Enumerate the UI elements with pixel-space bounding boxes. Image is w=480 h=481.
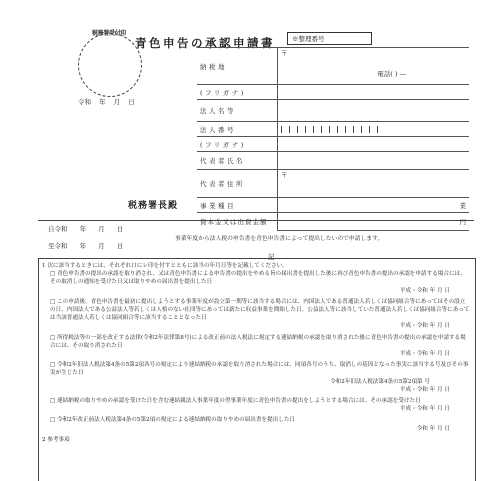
corp-number-field[interactable] [278,122,470,137]
item1-a[interactable]: □ 青色申告書の提出の承認を取り消され、又は青色申告書による申告書の提出をやめる旨の届出書を提出した後に再び青色申告書の提出の承認を申請する場合には、その取消しの通知を受けた日又は取りやめの届出書を提出した日 [50,271,466,286]
field-label: (フリガナ) [197,85,278,100]
item1-head: 1 次に該当するときには、それぞれ口にレ印を付すとともに該当の年月日等を記載してください。 [42,263,288,269]
tax-address-field[interactable] [278,48,470,85]
item1-d-sub[interactable]: 令和2年旧法人税法第4条の5第2項第 号 [330,378,430,385]
item1-d[interactable]: □ 令和2年旧法人税法第4条の5第2項各号の規定により連結納税の承認を取り消された場合には、同項各号のうち、取消しの基因となった事実に該当する号及びその事実が生じた日 [50,362,469,377]
receipt-stamp-circle [78,33,142,97]
postal-mark: 〒 [281,49,288,57]
item1-d-date[interactable]: 平成・令和 年 月 日 [399,386,450,393]
field-label: 代表者氏名 [197,152,278,170]
item1-f[interactable]: □ 令和2年改正前法人税法第4条の5第2項の規定による連結納税の取りやめの届出書を提出した日 [50,417,296,424]
rep-furigana-field[interactable] [278,137,470,152]
furigana-field[interactable] [278,85,470,100]
item1-b[interactable]: □ この申請後、青色申告書を最初に提出しようとする事業年度が設立第一期等に該当する場合には、内国法人である普通法人若しくは協同組合等にあってはその設立の日、内国法人である公益法人等若しくは人格のない社団等にあっては新たに収益事業を開始した日、公益法人等に該当していた普通法人若しくは協同組合等にあっては当該普通法人若しくは協同組合等に該当することとなった日 [50,298,470,322]
period-text: 事業年度から法人税の申告書を青色申告書によって提出したいので申請します。 [175,236,384,242]
business-type-field[interactable]: 業 [278,198,470,213]
field-label: 法人番号 [197,122,278,137]
field-label: 納税地 [197,48,278,85]
period-to[interactable]: 至令和 年 月 日 [48,242,124,250]
page-title: 青色申告の承認申請書 [135,36,275,50]
phone-text: 電話( ) ― [377,70,406,78]
item2-head: 2 参考事項 [42,436,70,443]
rep-name-field[interactable] [278,152,470,170]
addressee: 税務署長殿 [128,201,179,211]
rep-address-field[interactable]: 〒 [278,170,470,198]
item1-a-date[interactable]: 平成・令和 年 月 日 [399,287,450,294]
item1-e[interactable]: □ 連結納税の取りやめの承認を受けた日を含む連結親法人事業年度の翌事業年度に青色申告書の提出をしようとする場合には、その承認を受けた日 [50,398,421,405]
ki-mark: 記 [268,253,275,261]
period-from[interactable]: 自令和 年 月 日 [48,225,124,233]
details-body [42,262,470,444]
capital-field[interactable]: 円 [278,213,470,231]
item1-c[interactable]: □ 所得税法等の一部を改正する法律(令和2年法律第8号)による改正前の法人税法に規定する連結納税の承認を取り消された後に青色申告書の提出の承認を申請する場合には、その取り消された日 [50,334,466,349]
application-date[interactable]: 令和 年 月 日 [78,98,135,106]
field-label: 代表者住所 [197,170,278,198]
item1-b-date[interactable]: 平成・令和 年 月 日 [399,323,450,330]
field-label: (フリガナ) [197,137,278,152]
corp-name-field[interactable] [278,100,470,122]
field-label: 資本金又は出資金額 [197,213,278,231]
applicant-info-table [197,47,469,231]
stamp-label: 税務署受付印 [91,30,127,37]
item1-f-date[interactable]: 令和 年 月 日 [416,425,450,432]
field-label: 事業種目 [197,198,278,213]
item1-c-date[interactable]: 平成・令和 年 月 日 [399,351,450,358]
field-label: 法人名等 [197,100,278,122]
item1-e-date[interactable]: 平成・令和 年 月 日 [399,406,450,413]
service-number-box[interactable]: ※整理番号 [287,32,372,45]
